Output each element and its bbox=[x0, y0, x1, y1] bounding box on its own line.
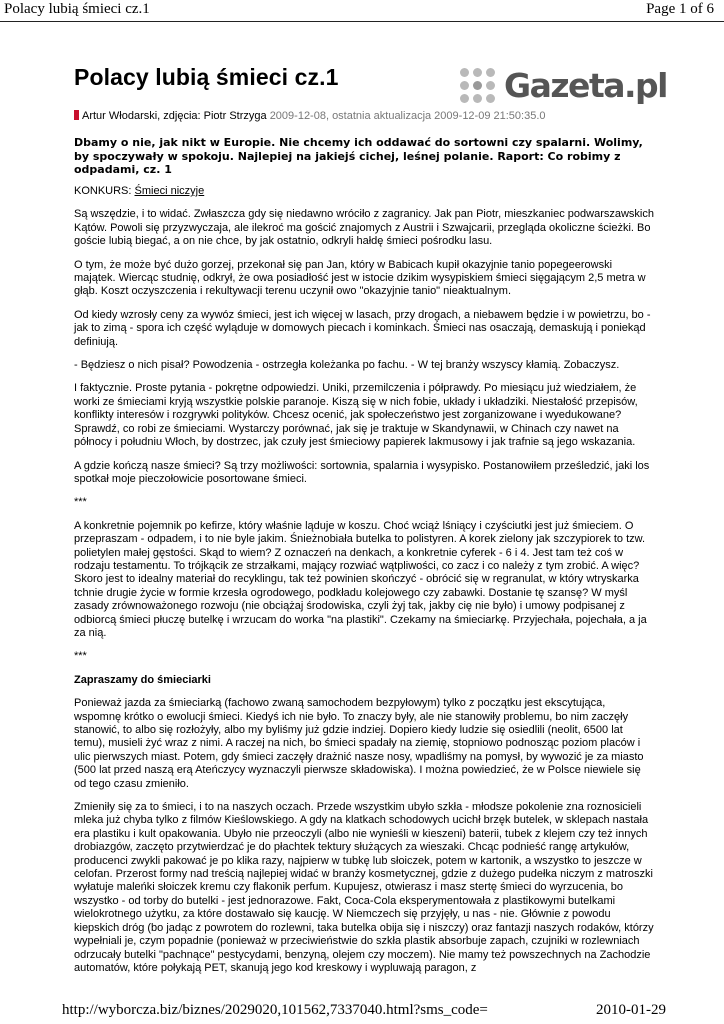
paragraph-4: - Będziesz o nich pisał? Powodzenia - ostrzegła koleżanka po fachu. - W tej branży wszyscy kłamią. Zobaczysz. bbox=[74, 359, 620, 372]
gazeta-logo bbox=[460, 66, 667, 106]
header-page-number: Page 1 of 6 bbox=[646, 1, 714, 17]
konkurs-line bbox=[74, 185, 654, 198]
article-lead: Dbamy o nie, jak nikt w Europie. Nie chcemy ich oddawać do sortowni czy spalarni. Wolimy, by spoczywały w spokoju. Najlepiej na jakiejś cichej, leśnej polanie. Raport: Co robimy z odpadami, cz. 1 bbox=[74, 136, 643, 176]
paragraph-6: A gdzie kończą nasze śmieci? Są trzy możliwości: sortownia, spalarnia i wysypisko. Postanowiłem prześledzić, jaki los spotkał moje pieczołowicie posortowane śmieci. bbox=[74, 459, 650, 485]
subheading: Zapraszamy do śmieciarki bbox=[74, 673, 211, 686]
konkurs-label: KONKURS: bbox=[74, 185, 135, 197]
paragraph-5: I faktycznie. Proste pytania - pokrętne odpowiedzi. Uniki, przemilczenia i półprawdy. Po miesiącu już wiedziałem, że worki ze śmieciami kryją wszystkie polskie paranoje. Kiszą się w nich fobie, układy i układziki. Niestałość przepisów, konflikty interesów i rozgrywki polityków. Chcesz ocenić, jak społeczeństwo jest zorganizowane i wyedukowane? Sprawdź, co robi ze śmieciami. Wystarczy porównać, jak się je traktuje w Skandynawii, w Chinach czy nawet na północy i południu Włoch, by dostrzec, jak czuły jest śmieciowy papierek lakmusowy i jak trafnie są jego wskazania. bbox=[74, 382, 638, 449]
paragraph-1: Są wszędzie, i to widać. Zwłaszcza gdy się niedawno wróciło z zagranicy. Jak pan Piotr, mieszkaniec podwarszawskich Kątów. Powoli się przyzwyczaja, ale ilekroć ma gościć znajomych z Austrii i Szwajcarii, przegląda okoliczne ścieżki. Bo goście lubią biegać, a on nie chce, by jak ostatnio, odkryli hałdę śmieci pośrodku lasu. bbox=[74, 208, 654, 248]
article-title: Polacy lubią śmieci cz.1 bbox=[74, 64, 339, 90]
footer-date: 2010-01-29 bbox=[596, 1002, 666, 1018]
logo-dots-icon bbox=[460, 68, 498, 106]
byline-marker-icon bbox=[74, 110, 79, 120]
paragraph-3: Od kiedy wzrosły ceny za wywóz śmieci, jest ich więcej w lasach, przy drogach, a niebawem będzie i w powietrzu, bo - jak to zimą - spora ich część wyląduje w domowych piecach i kominkach. Śmieci nas osaczają, demaskują i poniekąd definiują. bbox=[74, 308, 651, 348]
paragraph-9: Zmieniły się za to śmieci, i to na naszych oczach. Przede wszystkim ubyło szkła - młodsze pokolenie zna roznosicieli mleka już chyba tylko z filmów Kieślowskiego. A gdy na klatkach schodowych ucichł brzęk butelek, w sklepach nastała era plastiku i kult opakowania. Ubyło nie przeoczyli (albo nie wynieśli w kieszeni) baterii, tubek z klejem czy też innych drobiazgów, zaczęto przytwierdzać je do płachtek tektury służących za wieszaki. Chcąc podnieść rangę artykułów, producenci zwykli pakować je po klika razy, najpierw w tubkę lub słoiczek, potem w kartonik, a wszystko to jeszcze w celofan. Przerost formy nad treścią najlepiej widać w branży kosmetycznej, gdzie z dużego pudełka niczym z matroszki wyłatuje maleńki słoiczek kremu czy flakonik perfum. Kupujesz, otwierasz i masz stertę śmieci do wyrzucenia, bo wszystko - od torby do butelki - jest jednorazowe. Fakt, Coca-Cola eksperymentowała z plastikowymi butelkami wielokrotnego użytku, za które dostawało się kaucję. W Niemczech się przyjęły, u nas - nie. Głównie z powodu kiepskich dróg (bo jadąc z powrotem do rozlewni, taka butelka obija się i niszczy) oraz fantazji naszych rodaków, którzy wypełniali je, czym popadnie (ponieważ w przeciwieństwie do szkła plastik absorbuje zapach, czujniki w rozlewniach odrzucały butelki "pachnące" pestycydami, benzyną, olejem czy moczem). Nie mamy też powszechnych na Zachodzie automatów, które połykają PET, skanują jego kod kreskowy i wypluwają paragon, z bbox=[74, 801, 654, 974]
logo-wordmark: Gazeta.pl bbox=[504, 66, 667, 105]
konkurs-link[interactable]: Śmieci niczyje bbox=[134, 185, 205, 197]
header-divider bbox=[0, 21, 724, 22]
byline bbox=[74, 110, 546, 122]
paragraph-7: A konkretnie pojemnik po kefirze, który właśnie ląduje w koszu. Choć wciąż lśniący i czyściutki jest już śmieciem. O przepraszam - odpadem, i to nie byle jakim. Śnieżnobiała butelka to polistyren. A korek zielony jak szczypiorek to tzw. polietylen małej gęstości. Skąd to wiem? Z oznaczeń na denkach, a konkretnie cyferek - 6 i 4. Jest tam też coś w rodzaju testamentu. To trójkącik ze strzałkami, mający rozwiać wątpliwości, co zacz i co należy z tym zrobić. A więc? Skoro jest to idealny materiał do recyklingu, tak też powinien skończyć - obrócić się w regranulat, w który wtryskarka tchnie drugie życie w formie krzesła ogrodowego, podkładu kolejowego czy zabawki. Dostanie tę szansę? W myśl zasady zrównoważonego rozwoju (nie obciążaj środowiska, czyli żyj tak, jakby cię nie było) i umowy podpisanej z odbiorcą śmieci płuczę butelkę i wrzucam do worka "na plastiki". Czekamy na śmieciarkę. Przyjechała, pojechała, a ja za nią. bbox=[74, 519, 647, 639]
article-body bbox=[74, 185, 654, 985]
paragraph-8: Ponieważ jazda za śmieciarką (fachowo zwaną samochodem bezpyłowym) tylko z początku jest ekscytująca, wspomnę krótko o ewolucji śmieci. Kiedyś ich nie było. To znaczy były, ale nie stanowiły problemu, bo nim zaczęły stanowić, to albo się rozłożyły, albo my byliśmy już gdzie indziej. Dopiero kiedy ludzie się osiedlili (neolit, 6500 lat temu), musieli żyć wraz z nimi. A raczej na nich, bo śmieci spadały na ziemię, stopniowo podnosząc poziom placów i ulic pierwszych miast. Potem, gdy śmieci zaczęły drażnić nasze nosy, wpadliśmy na pomysł, by wywozić je za miasto (500 lat przed naszą erą Ateńczycy wyznaczyli pierwsze składowiska). I można powiedzieć, że w Polsce niewiele się od tego czasu zmieniło. bbox=[74, 697, 644, 790]
footer-url: http://wyborcza.biz/biznes/2029020,101562,7337040.html?sms_code= bbox=[62, 1002, 488, 1018]
byline-author: Artur Włodarski, zdjęcia: Piotr Strzyga bbox=[82, 110, 267, 122]
header-document-title: Polacy lubią śmieci cz.1 bbox=[4, 1, 150, 17]
paragraph-2: O tym, że może być dużo gorzej, przekonał się pan Jan, który w Babicach kupił okazyjnie tanio popegeerowski majątek. Wiercąc studnię, odkrył, że owa posiadłość jest w istocie dzikim wysypiskiem śmieci sięgającym 2,5 metra w głąb. Koszt oczyszczenia i rekultywacji terenu uczynił owo "okazyjnie tanio" nieaktualnym. bbox=[74, 258, 646, 298]
section-separator-1: *** bbox=[74, 496, 87, 509]
byline-date: 2009-12-08, ostatnia aktualizacja 2009-12-09 21:50:35.0 bbox=[269, 110, 546, 122]
section-separator-2: *** bbox=[74, 650, 87, 663]
